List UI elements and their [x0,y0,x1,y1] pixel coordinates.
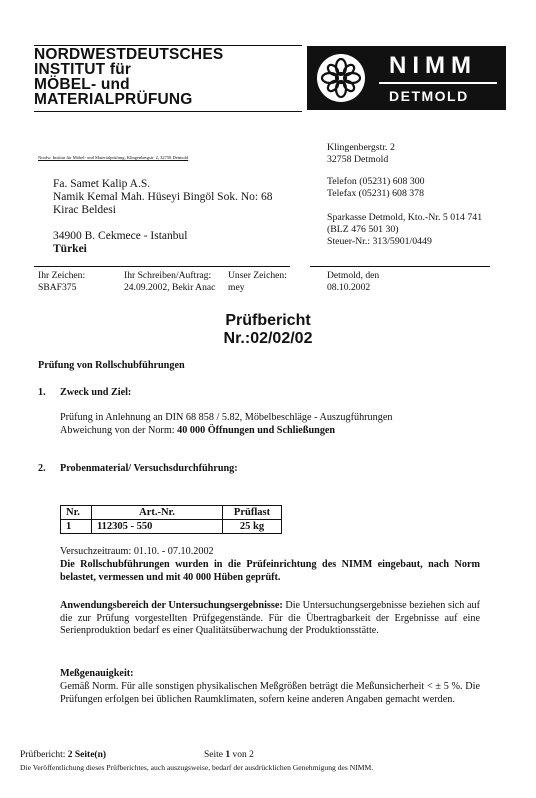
institute-line: MATERIALPRÜFUNG [34,91,193,108]
ref-label: Unser Zeichen: [228,270,287,281]
ref-value: 24.09.2002, Bekir Anac [124,282,216,293]
recipient-country: Türkei [53,243,87,255]
ref-label: Ihr Schreiben/Auftrag: [124,270,212,281]
page-number: 1 [225,750,231,760]
contact-tax: Steuer-Nr.: 313/5901/0449 [327,236,432,247]
flower-emblem-icon [317,54,365,102]
page-prefix: Seite [204,750,223,760]
sample-table [60,505,282,534]
scope-paragraph [60,600,480,638]
footer-pages-label: Prüfbericht: [20,750,66,760]
accuracy-text: Gemäß Norm. Für alle sonstigen physikalischen Meßgrößen beträgt die Meßunsicherheit < ± 5 %. Die Prüfungen erfolgen bei üblichen Raumklimaten, sofern keine anderen Angaben gemacht werden. [60,681,480,705]
deviation-label: Abweichung von der Norm: [60,425,175,436]
institute-line: MÖBEL- und [34,76,130,93]
report-title-text: Prüfbericht [225,312,311,329]
recipient-line: Kirac Beldesi [53,204,116,216]
references-rule-right [310,266,490,267]
section2-number: 2. [38,463,46,474]
section1-number: 1. [38,387,46,398]
references-rule-left [34,266,290,267]
installation-statement: Die Rollschubführungen wurden in die Prüfeinrichtung des NIMM eingebaut, nach Norm belastet, vermessen und mit 40 000 Hüben geprüft. [60,559,480,583]
footer-pages-value: 2 Seite(n) [67,750,107,760]
ref-value: SBAF375 [38,282,77,293]
table-cell: 1 [61,520,92,534]
ref-your-sign [38,270,85,294]
table-header: Nr. [61,506,92,520]
page-total: 2 [249,750,254,760]
recipient-line: Fa. Samet Kalip A.S. [53,178,151,190]
test-period: Versuchzeitraum: 01.10. - 07.10.2002 [60,546,214,557]
recipient-line: 34900 B. Cekmece - Istanbul [53,230,188,242]
table-header: Art.-Nr. [92,506,223,520]
contact-block [327,142,482,248]
footer-notice: Die Veröffentlichung dieses Prüfberichtes, auch auszugsweise, bedarf der ausdrücklichen Genehmigung des NIMM. [20,763,374,772]
contact-city: 32758 Detmold [327,154,389,165]
institute-line: NORDWESTDEUTSCHES [34,46,224,63]
sender-line: Nordw. Institut für Möbel- und Materialprüfung, Klingenbergstr. 2, 32758 Detmold [38,155,189,160]
footer-page-indicator [204,750,254,761]
contact-bank: Sparkasse Detmold, Kto.-Nr. 5 014 741 [327,212,483,223]
ref-your-letter [124,270,215,294]
ref-label: Ihr Zeichen: [38,270,86,281]
report-subject: Prüfung von Rollschubführungen [38,360,185,371]
recipient-line: Namik Kemal Mah. Hüseyi Bingöl Sok. No: 68 [53,191,273,203]
logo-divider [379,82,497,84]
page-separator: von [232,750,247,760]
institute-line: INSTITUT für [34,61,132,78]
ref-value: 08.10.2002 [327,282,371,293]
nimm-logo [307,46,506,110]
table-row [61,520,282,534]
ref-date [327,270,379,294]
institute-name [34,47,223,107]
report-title [0,312,536,348]
ref-label: Detmold, den [327,270,380,281]
section1-line1: Prüfung in Anlehnung an DIN 68 858 / 5.82, Möbelbeschläge - Auszugführungen [60,412,393,423]
scope-heading: Anwendungsbereich der Untersuchungsergebnisse: [60,600,283,611]
contact-street: Klingenbergstr. 2 [327,142,395,153]
logo-nimm-text: NIMM [389,52,477,79]
accuracy-heading: Meßgenauigkeit: [60,668,134,679]
contact-blz: (BLZ 476 501 30) [327,224,399,235]
recipient-address [53,178,272,256]
logo-detmold-text: DETMOLD [389,88,469,104]
header-bottom-rule [34,111,302,112]
section1-heading: Zweck und Ziel: [60,387,132,398]
section1-line2 [60,425,335,438]
table-header: Prüflast [223,506,282,520]
report-number: Nr.:02/02/02 [223,330,313,347]
table-cell: 112305 - 550 [92,520,223,534]
ref-our-sign [228,270,287,294]
contact-phone: Telefon (05231) 608 300 [327,176,425,187]
section2-heading: Probenmaterial/ Versuchsdurchführung: [60,463,238,474]
footer-pages [20,750,106,761]
table-header-row [61,506,282,520]
table-cell: 25 kg [223,520,282,534]
contact-fax: Telefax (05231) 608 378 [327,188,424,199]
scope-text: Die Untersuchungsergebnisse beziehen sich auf die zur Prüfung vorgestellten Prüfgegenstände. Für die Übertragbarkeit der Ergebnisse auf eine Serienproduktion bedarf es einer Qualitätsüberwachung der Produktionsstätte. [60,600,481,636]
deviation-value: 40 000 Öffnungen und Schließungen [177,425,336,436]
ref-value: mey [228,282,245,293]
